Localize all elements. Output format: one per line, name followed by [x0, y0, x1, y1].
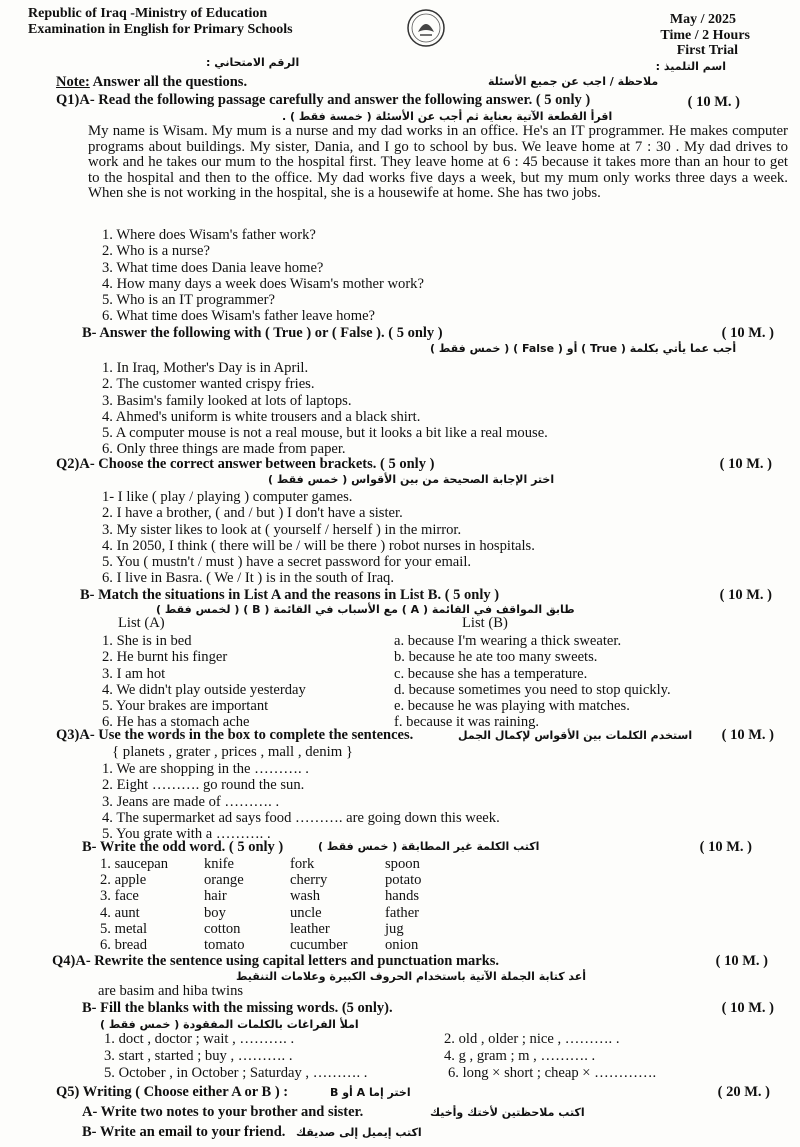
table-cell: potato: [385, 872, 422, 889]
table-row: [100, 856, 475, 872]
list-item: 2. I have a brother, ( and / but ) I don't have a sister.: [102, 505, 403, 522]
q5-title: Q5) Writing ( Choose either A or B ) :: [56, 1084, 289, 1100]
reading-passage: My name is Wisam. My mum is a nurse and my dad works in an office. He's an IT programmer. He makes computer programs about buildings. My sister, Dania, and I go to school by bus. We leave home at 7 : 30 . My dad drives to work and he takes our mum to the hospital first. They leave home at 6 : 45 because it takes more than an hour to get to the hospital and then to the office. My dad works five days a week, but my mum only works three days a week. When she is not working in the hospital, she is a housewife at home. She has two jobs.: [88, 123, 788, 202]
table-cell: leather: [290, 920, 330, 937]
list-a: [102, 633, 306, 731]
q4a-title: Q4)A- Rewrite the sentence using capital letters and punctuation marks.: [52, 953, 500, 969]
list-item: 4. The supermarket ad says food ………. are going down this week.: [102, 809, 500, 826]
table-cell: boy: [204, 904, 226, 921]
q2a-title: Q2)A- Choose the correct answer between brackets. ( 5 only ): [56, 456, 435, 472]
list-item: 4. Ahmed's uniform is white trousers and a black shirt.: [102, 408, 421, 425]
list-item: 5. Your brakes are important: [102, 698, 269, 715]
exam-number-label: الرقم الامتحاني :: [206, 56, 300, 69]
q1b-only: ( 5 only ): [388, 325, 443, 341]
q2b-title: B- Match the situations in List A and the reasons in List B. ( 5 only ): [80, 587, 500, 603]
q3a-arabic: استخدم الكلمات بين الأقواس لإكمال الجمل: [458, 729, 693, 742]
q1b-marks: ( 10 M. ): [721, 325, 774, 341]
q3a-marks: ( 10 M. ): [721, 727, 774, 743]
list-item: 1. Where does Wisam's father work?: [102, 227, 316, 243]
q2b-marks: ( 10 M. ): [719, 587, 772, 603]
table-cell: spoon: [385, 856, 420, 872]
table-cell: jug: [385, 920, 404, 937]
table-cell: 2. apple: [100, 872, 147, 889]
list-item: 6. I live in Basra. ( We / It ) is in the south of Iraq.: [102, 570, 394, 587]
q1b-title-text: B- Answer the following with ( True ) or ( False ).: [82, 325, 385, 341]
list-item: 3. Jeans are made of ………. .: [102, 793, 280, 810]
table-cell: wash: [290, 888, 320, 905]
q5-marks: ( 20 M. ): [717, 1084, 770, 1100]
list-item: 5. October , in October ; Saturday , ………. .: [104, 1065, 368, 1081]
list-b: [394, 633, 671, 731]
list-item: 2. He burnt his finger: [102, 649, 228, 666]
table-cell: knife: [204, 856, 234, 872]
list-item: d. because sometimes you need to stop quickly.: [394, 681, 671, 698]
q1b-title: [82, 325, 443, 342]
note-arabic: ملاحظة / اجب عن جميع الأسئلة: [488, 75, 659, 88]
list-item: 1. In Iraq, Mother's Day is in April.: [102, 360, 309, 376]
table-cell: uncle: [290, 904, 322, 921]
list-item: 6. long × short ; cheap × ………….: [448, 1065, 657, 1081]
note-text: Answer all the questions.: [89, 74, 248, 90]
table-cell: 5. metal: [100, 920, 148, 937]
list-item: 2. old , older ; nice , ………. .: [444, 1031, 620, 1047]
list-item: 5. You grate with a ………. .: [102, 826, 271, 843]
exam-date: May / 2025: [669, 12, 736, 27]
ministry-line: Republic of Iraq -Ministry of Education: [28, 6, 268, 21]
list-item: 5. Who is an IT programmer?: [102, 292, 275, 309]
list-item: 4. g , gram ; m , ………. .: [444, 1048, 596, 1064]
table-row: [100, 937, 475, 953]
table-cell: father: [385, 904, 420, 921]
table-cell: cherry: [290, 872, 328, 889]
table-row: [100, 905, 475, 921]
q2a-items: [102, 489, 535, 587]
q1a-marks: ( 10 M. ): [687, 94, 740, 110]
table-cell: hands: [385, 888, 420, 905]
list-item: 2. Who is a nurse?: [102, 243, 210, 260]
q4a-marks: ( 10 M. ): [715, 953, 768, 969]
list-item: b. because he ate too many sweets.: [394, 649, 598, 666]
list-item: 3. What time does Dania leave home?: [102, 259, 324, 276]
note: [56, 74, 247, 91]
q5-option-a-arabic: اكتب ملاحظتين لأختك وأخيك: [430, 1106, 585, 1119]
list-item: c. because she has a temperature.: [394, 665, 588, 682]
list-item: f. because it was raining.: [394, 714, 540, 731]
list-item: 6. He has a stomach ache: [102, 714, 250, 731]
list-item: 1. doct , doctor ; wait , ………. .: [104, 1031, 295, 1047]
table-cell: cucumber: [290, 937, 348, 954]
list-item: 3. I am hot: [102, 665, 166, 682]
iraq-emblem-icon: [406, 8, 446, 48]
exam-time: Time / 2 Hours: [660, 28, 750, 43]
table-cell: orange: [204, 872, 244, 889]
table-cell: 3. face: [100, 888, 139, 905]
list-item: 5. A computer mouse is not a real mouse, but it looks a bit like a real mouse.: [102, 425, 548, 442]
student-name-label: اسم التلميذ :: [655, 60, 726, 73]
q2a-marks: ( 10 M. ): [719, 456, 772, 472]
list-item: 5. You ( mustn't / must ) have a secret password for your email.: [102, 554, 472, 571]
table-row: [100, 888, 475, 904]
word-box: { planets , grater , prices , mall , denim }: [112, 744, 354, 760]
table-cell: 6. bread: [100, 937, 148, 954]
table-cell: fork: [290, 856, 315, 872]
q1b-arabic: أجب عما يأتي بكلمة ( True ) أو ( False ) ( خمس فقط ): [430, 342, 737, 355]
table-cell: hair: [204, 888, 227, 905]
list-item: 2. The customer wanted crispy fries.: [102, 376, 315, 393]
q1a-title: Q1)A- Read the following passage carefully and answer the following answer. ( 5 only ): [56, 92, 591, 108]
exam-title: Examination in English for Primary Schools: [28, 22, 293, 37]
list-item: 4. How many days a week does Wisam's mother work?: [102, 275, 424, 292]
note-label: Note:: [56, 74, 90, 90]
q3a-title: Q3)A- Use the words in the box to complete the sentences.: [56, 727, 414, 743]
q3a-items: [102, 761, 500, 842]
rewrite-sentence: are basim and hiba twins: [98, 983, 244, 999]
table-cell: tomato: [204, 937, 245, 954]
list-item: 1. We are shopping in the ………. .: [102, 761, 309, 777]
table-cell: onion: [385, 937, 419, 954]
table-cell: cotton: [204, 920, 241, 937]
q3b-marks: ( 10 M. ): [699, 839, 752, 855]
q5-arabic: اختر إما A أو B: [330, 1086, 411, 1099]
q4b-marks: ( 10 M. ): [721, 1000, 774, 1016]
list-item: 3. start , started ; buy , ………. .: [104, 1048, 293, 1064]
q1a-questions: [102, 227, 424, 325]
list-item: 4. We didn't play outside yesterday: [102, 681, 306, 698]
table-cell: 1. saucepan: [100, 856, 169, 872]
list-item: 4. In 2050, I think ( there will be / will be there ) robot nurses in hospitals.: [102, 537, 535, 554]
q1a-arabic: اقرأ القطعة الآتية بعناية ثم أجب عن الأسئلة ( خمسة فقط ) .: [282, 110, 613, 123]
q4b-title: B- Fill the blanks with the missing words. (5 only).: [82, 1000, 393, 1016]
q4b-arabic: املأ الفراغات بالكلمات المفقودة ( خمس فقط ): [100, 1018, 359, 1031]
table-row: [100, 921, 475, 937]
list-item: 1- I like ( play / playing ) computer games.: [102, 489, 353, 505]
q3b-arabic: اكتب الكلمة غير المطابقة ( خمس فقط ): [318, 840, 540, 853]
list-a-header: List (A): [118, 615, 165, 631]
q4a-arabic: أعد كتابة الجملة الآتية باستخدام الحروف الكبيرة وعلامات التنقيط: [236, 970, 587, 983]
table-cell: 4. aunt: [100, 904, 140, 921]
list-item: 3. Basim's family looked at lots of laptops.: [102, 392, 352, 409]
odd-word-table: [100, 856, 475, 953]
list-item: a. because I'm wearing a thick sweater.: [394, 633, 622, 649]
q5-option-a: A- Write two notes to your brother and sister.: [82, 1104, 364, 1120]
list-item: 2. Eight ………. go round the sun.: [102, 777, 305, 794]
list-item: 1. She is in bed: [102, 633, 192, 649]
list-b-header: List (B): [462, 615, 508, 631]
list-item: 3. My sister likes to look at ( yourself / herself ) in the mirror.: [102, 521, 462, 538]
exam-trial: First Trial: [676, 43, 738, 58]
list-item: e. because he was playing with matches.: [394, 698, 630, 715]
q2a-arabic: اختر الإجابة الصحيحة من بين الأقواس ( خمس فقط ): [268, 473, 555, 486]
q3b-title: B- Write the odd word. ( 5 only ): [82, 839, 284, 855]
q5-option-b-arabic: اكتب إيميل إلى صديقك: [296, 1126, 422, 1139]
q5-option-b: B- Write an email to your friend.: [82, 1124, 286, 1140]
q1b-items: [102, 360, 548, 458]
list-item: 6. What time does Wisam's father leave home?: [102, 308, 376, 325]
table-row: [100, 872, 475, 888]
q2b-arabic: طابق المواقف في القائمة ( A ) مع الأسباب في القائمة ( B ) ( لخمس فقط ): [156, 603, 575, 616]
list-item: 6. Only three things are made from paper.: [102, 441, 346, 458]
